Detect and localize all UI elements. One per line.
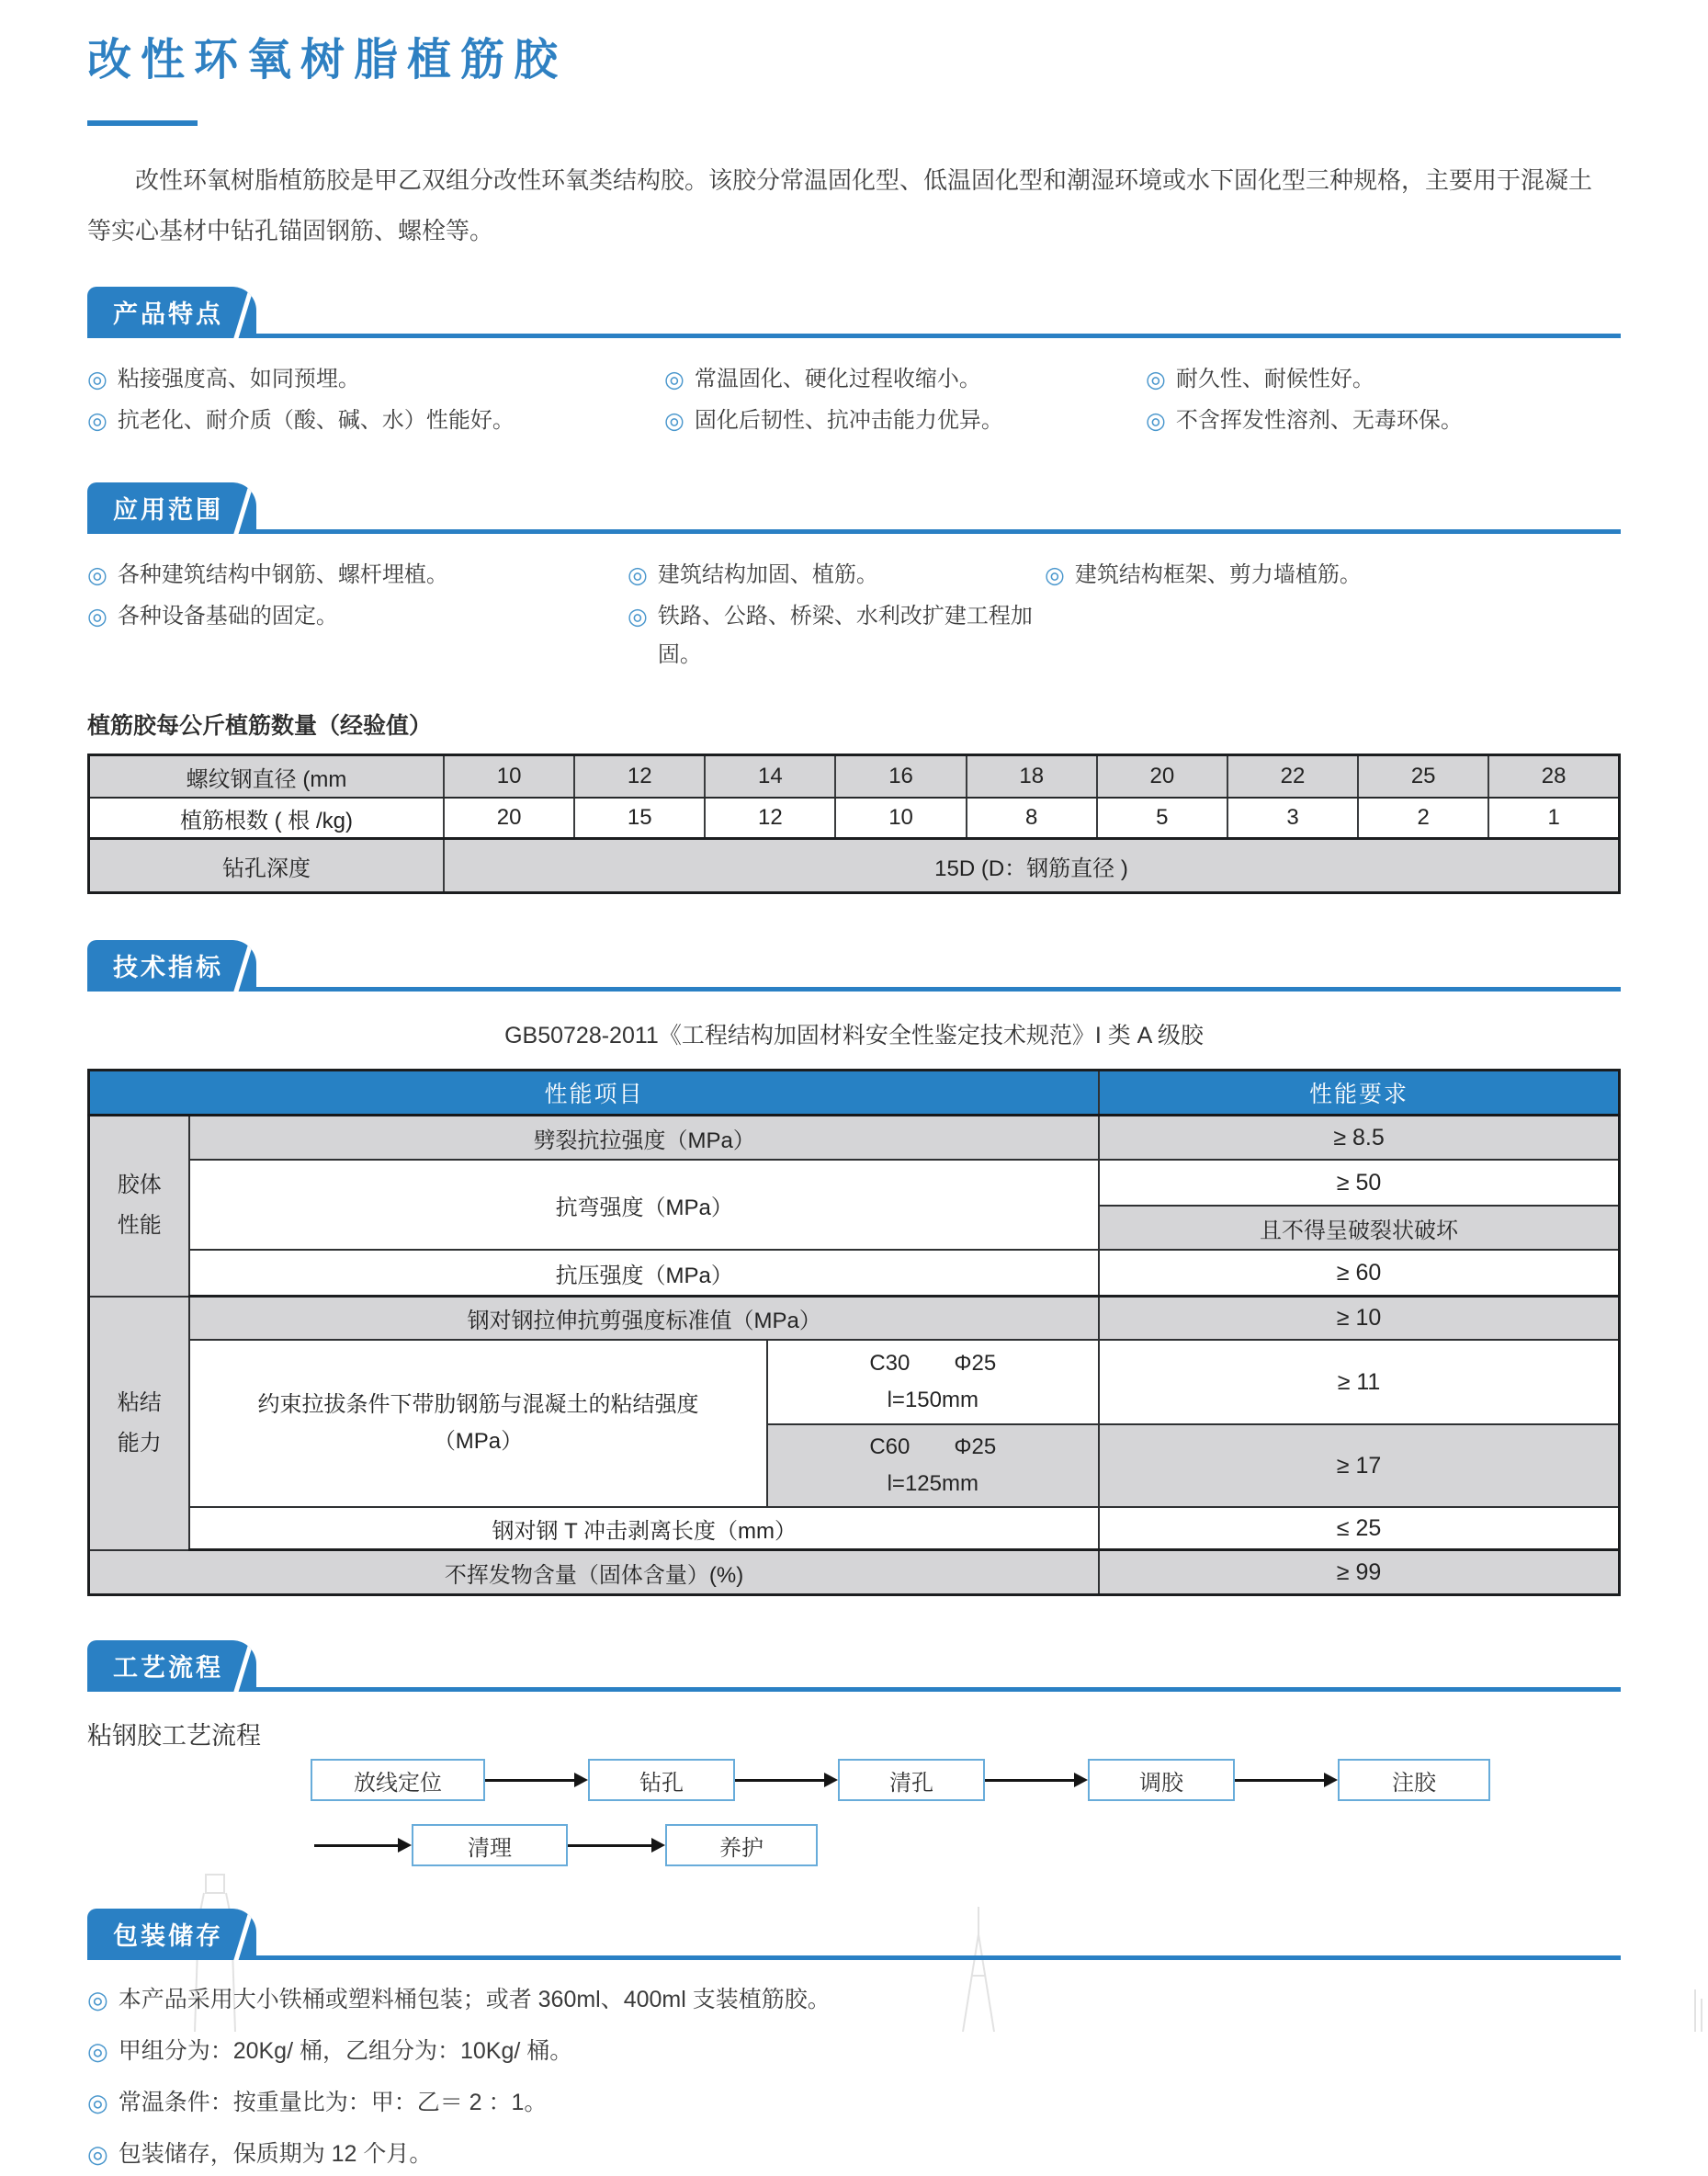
table-row <box>89 1340 1620 1424</box>
section-underline <box>256 334 1621 338</box>
flow-step-box: 清理 <box>412 1824 568 1866</box>
flowchart-row-1 <box>311 1759 1621 1801</box>
feature-text: 耐久性、耐候性好。 <box>1175 367 1374 391</box>
section-title: 技术指标 <box>113 954 223 981</box>
feature-item <box>1146 360 1621 399</box>
property-label-line: （MPa） <box>433 1429 524 1454</box>
section-title: 工艺流程 <box>113 1654 223 1682</box>
property-label: 劈裂抗拉强度（MPa） <box>189 1116 1099 1161</box>
application-text: 各种设备基础的固定。 <box>117 604 338 629</box>
requirement-value: ≥ 11 <box>1099 1340 1619 1424</box>
feature-item <box>1146 402 1621 440</box>
requirement-value: ≥ 8.5 <box>1099 1116 1619 1161</box>
application-item <box>1045 556 1621 595</box>
feature-item <box>664 402 1146 440</box>
double-circle-bullet-icon: ◎ <box>664 408 684 434</box>
double-circle-bullet-icon: ◎ <box>628 562 648 588</box>
feature-list <box>87 360 1621 440</box>
property-label: 抗压强度（MPa） <box>189 1250 1099 1297</box>
requirement-value: ≥ 99 <box>1099 1550 1619 1595</box>
packaging-text: 包装储存，保质期为 12 个月。 <box>118 2141 433 2167</box>
section-header-tech <box>87 940 1621 992</box>
requirement-value: ≥ 60 <box>1099 1250 1619 1297</box>
flow-step-box: 钻孔 <box>588 1759 735 1801</box>
flowchart-subtitle: 粘钢胶工艺流程 <box>87 1722 261 1750</box>
section-title: 应用范围 <box>113 496 223 524</box>
count-value: 3 <box>1227 798 1358 839</box>
section-title: 产品特点 <box>113 300 223 328</box>
application-list <box>87 556 1621 674</box>
group-cell-bonding-capacity <box>89 1297 190 1550</box>
flow-step-box: 放线定位 <box>311 1759 485 1801</box>
count-value: 12 <box>705 798 835 839</box>
section-underline <box>256 987 1621 992</box>
flow-arrow-icon <box>568 1837 665 1853</box>
row-label: 螺纹钢直径 (mm <box>89 755 445 799</box>
feature-item <box>87 360 664 399</box>
tech-table-caption: GB50728-2011《工程结构加固材料安全性鉴定技术规范》I 类 A 级胶 <box>504 1023 1204 1048</box>
table-row <box>89 1507 1620 1550</box>
double-circle-bullet-icon: ◎ <box>87 604 107 629</box>
drill-depth-value: 15D (D：钢筋直径 ) <box>444 839 1620 893</box>
table-row <box>89 1116 1620 1161</box>
page-title: 改性环氧树脂植筋胶 <box>87 36 568 85</box>
column-header-item: 性能项目 <box>89 1071 1100 1116</box>
property-label <box>189 1340 766 1507</box>
section-underline <box>256 529 1621 534</box>
table-header-row <box>89 1071 1620 1116</box>
feature-text: 粘接强度高、如同预埋。 <box>117 367 360 391</box>
double-circle-bullet-icon: ◎ <box>87 2140 108 2168</box>
section-title: 包装储存 <box>113 1922 223 1950</box>
count-value: 2 <box>1358 798 1488 839</box>
double-circle-bullet-icon: ◎ <box>87 2037 108 2065</box>
count-value: 10 <box>835 798 966 839</box>
badge-slash-decoration <box>232 1640 256 1692</box>
diameter-value: 22 <box>1227 755 1358 799</box>
flow-arrow-icon <box>1235 1772 1338 1788</box>
packaging-item <box>87 2030 1621 2073</box>
row-label: 钻孔深度 <box>89 839 445 893</box>
flow-arrow-icon <box>485 1772 588 1788</box>
group-label-line: 性能 <box>117 1213 162 1239</box>
feature-text: 不含挥发性溶剂、无毒环保。 <box>1175 408 1463 433</box>
section-badge <box>87 1640 256 1692</box>
feature-item <box>87 402 664 440</box>
double-circle-bullet-icon: ◎ <box>664 367 684 392</box>
requirement-note: 且不得呈破裂状破坏 <box>1099 1206 1619 1250</box>
table-row <box>89 755 1620 799</box>
diameter-value: 12 <box>574 755 705 799</box>
section-header-applications <box>87 482 1621 534</box>
requirement-value: ≤ 25 <box>1099 1507 1619 1550</box>
count-value: 5 <box>1097 798 1227 839</box>
diameter-value: 18 <box>967 755 1097 799</box>
double-circle-bullet-icon: ◎ <box>87 367 107 392</box>
section-header-features <box>87 287 1621 338</box>
double-circle-bullet-icon: ◎ <box>1146 408 1166 434</box>
diameter-value: 14 <box>705 755 835 799</box>
flow-arrow-icon <box>985 1772 1088 1788</box>
group-label-line: 能力 <box>117 1430 162 1456</box>
diameter-value: 28 <box>1488 755 1619 799</box>
tech-spec-table <box>87 1069 1621 1596</box>
section-badge <box>87 940 256 992</box>
requirement-value: ≥ 17 <box>1099 1424 1619 1507</box>
condition-line: C30 Φ25 <box>869 1351 997 1376</box>
flow-step-box: 清孔 <box>838 1759 985 1801</box>
diameter-value: 20 <box>1097 755 1227 799</box>
packaging-item <box>87 1978 1621 2022</box>
property-label-line: 约束拉拔条件下带肋钢筋与混凝土的粘结强度 <box>257 1392 699 1417</box>
badge-slash-decoration <box>232 482 256 534</box>
packaging-item <box>87 2133 1621 2176</box>
feature-text: 抗老化、耐介质（酸、碱、水）性能好。 <box>117 408 515 433</box>
property-label: 不挥发物含量（固体含量）(%) <box>89 1550 1100 1595</box>
column-header-requirement: 性能要求 <box>1099 1071 1619 1116</box>
double-circle-bullet-icon: ◎ <box>87 408 107 434</box>
packaging-item <box>87 2081 1621 2125</box>
requirement-value: ≥ 10 <box>1099 1297 1619 1341</box>
diameter-value: 25 <box>1358 755 1488 799</box>
property-label: 钢对钢 T 冲击剥离长度（mm） <box>189 1507 1099 1550</box>
section-badge <box>87 287 256 338</box>
section-header-packaging <box>87 1909 1621 1960</box>
table-row <box>89 1297 1620 1341</box>
title-underline-dash <box>87 120 198 126</box>
packaging-text: 常温条件：按重量比为：甲：乙＝ 2 ：1。 <box>118 2090 548 2115</box>
section-underline <box>256 1687 1621 1692</box>
test-condition-cell <box>767 1424 1100 1507</box>
application-text: 建筑结构框架、剪力墙植筋。 <box>1074 562 1362 587</box>
badge-slash-decoration <box>232 287 256 338</box>
double-circle-bullet-icon: ◎ <box>87 562 107 588</box>
application-item <box>628 556 1045 595</box>
double-circle-bullet-icon: ◎ <box>87 2089 108 2116</box>
count-value: 20 <box>444 798 574 839</box>
flow-step-box: 调胶 <box>1088 1759 1235 1801</box>
intro-line: 等实心基材中钻孔锚固钢筋、螺栓等。 <box>87 217 494 244</box>
feature-text: 固化后韧性、抗冲击能力优异。 <box>694 408 1003 433</box>
double-circle-bullet-icon: ◎ <box>1045 562 1065 588</box>
double-circle-bullet-icon: ◎ <box>1146 367 1166 392</box>
flow-arrow-icon <box>735 1772 838 1788</box>
badge-slash-decoration <box>232 940 256 992</box>
group-label-line: 胶体 <box>117 1173 162 1198</box>
test-condition-cell <box>767 1340 1100 1424</box>
flow-step-box: 养护 <box>665 1824 818 1866</box>
table-row <box>89 798 1620 839</box>
requirement-value: ≥ 50 <box>1099 1160 1619 1206</box>
diameter-value: 10 <box>444 755 574 799</box>
application-item <box>87 556 628 595</box>
group-cell-adhesive-properties <box>89 1116 190 1297</box>
count-value: 1 <box>1488 798 1619 839</box>
application-text: 建筑结构加固、植筋。 <box>657 562 878 587</box>
section-underline <box>256 1955 1621 1960</box>
section-badge <box>87 482 256 534</box>
application-text: 铁路、公路、桥梁、水利改扩建工程加固。 <box>657 604 1033 667</box>
feature-text: 常温固化、硬化过程收缩小。 <box>694 367 981 391</box>
diameter-value: 16 <box>835 755 966 799</box>
flow-step-box: 注胶 <box>1338 1759 1490 1801</box>
condition-line: C60 Φ25 <box>869 1434 997 1459</box>
badge-slash-decoration <box>232 1909 256 1960</box>
table-row <box>89 1250 1620 1297</box>
table-row <box>89 839 1620 893</box>
intro-paragraph <box>87 155 1621 256</box>
table-row <box>89 1550 1620 1595</box>
condition-line: l=125mm <box>887 1471 978 1496</box>
row-label: 植筋根数 ( 根 /kg) <box>89 798 445 839</box>
property-label: 抗弯强度（MPa） <box>189 1160 1099 1250</box>
count-value: 15 <box>574 798 705 839</box>
condition-line: l=150mm <box>887 1388 978 1412</box>
table-row <box>89 1160 1620 1206</box>
application-item <box>87 597 628 674</box>
packaging-text: 本产品采用大小铁桶或塑料桶包装；或者 360ml、400ml 支装植筋胶。 <box>118 1987 831 2012</box>
dosage-table-title: 植筋胶每公斤植筋数量（经验值） <box>87 713 433 739</box>
packaging-list <box>87 1978 1621 2176</box>
application-text: 各种建筑结构中钢筋、螺杆埋植。 <box>117 562 448 587</box>
double-circle-bullet-icon: ◎ <box>87 1986 108 2013</box>
intro-line: 改性环氧树脂植筋胶是甲乙双组分改性环氧类结构胶。该胶分常温固化型、低温固化型和潮湿环境或水下固化型三种规格，主要用于混凝土 <box>135 166 1593 194</box>
dosage-table <box>87 754 1621 894</box>
count-value: 8 <box>967 798 1097 839</box>
flow-arrow-icon <box>314 1837 412 1853</box>
section-header-process <box>87 1640 1621 1692</box>
application-item <box>628 597 1045 674</box>
feature-item <box>664 360 1146 399</box>
property-label: 钢对钢拉伸抗剪强度标准值（MPa） <box>189 1297 1099 1341</box>
group-label-line: 粘结 <box>117 1389 162 1415</box>
section-badge <box>87 1909 256 1960</box>
double-circle-bullet-icon: ◎ <box>628 604 648 629</box>
flowchart-row-2 <box>314 1824 1621 1866</box>
packaging-text: 甲组分为：20Kg/ 桶，乙组分为：10Kg/ 桶。 <box>118 2038 573 2064</box>
